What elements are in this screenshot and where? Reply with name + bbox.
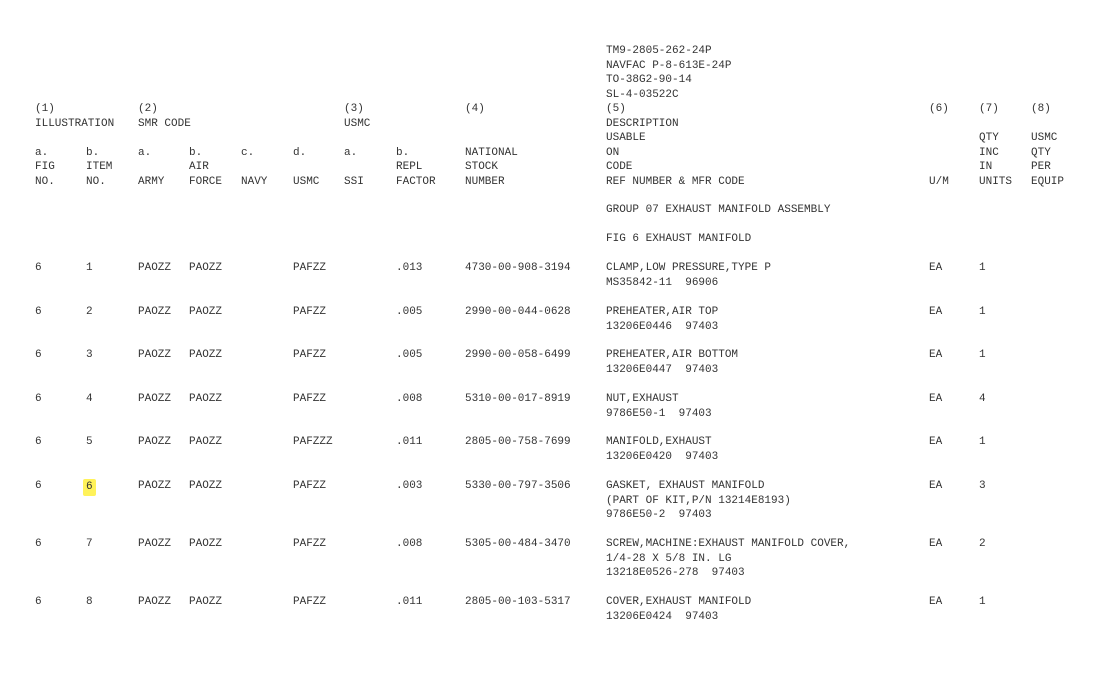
col2d-line1: d.	[293, 146, 307, 159]
col2-title: SMR CODE	[138, 117, 191, 130]
smr-usmc-cell: PAFZZ	[293, 393, 327, 405]
smr-army-cell: PAOZZ	[138, 393, 172, 405]
col7-line4: UNITS	[979, 175, 1013, 188]
qty-cell: 1	[979, 436, 986, 448]
item-number-cell: 3	[86, 349, 93, 361]
col8-line1: USMC	[1031, 132, 1058, 144]
nsn-cell: 2805-00-103-5317	[465, 596, 571, 608]
unit-of-measure-cell: EA	[929, 436, 943, 448]
col2d-line3: USMC	[293, 175, 320, 188]
col8-line2: QTY	[1031, 146, 1051, 159]
col2-number: (2)	[138, 103, 158, 115]
col7-line1: QTY	[979, 132, 999, 144]
description-cell-line: 13206E0446 97403	[606, 320, 719, 333]
col3b-line1: b.	[396, 146, 410, 159]
col5-line4: CODE	[606, 161, 633, 173]
smr-army-cell: PAOZZ	[138, 306, 172, 318]
col2b-line1: b.	[189, 146, 203, 159]
smr-army-cell: PAOZZ	[138, 436, 172, 448]
description-cell-line: 1/4-28 X 5/8 IN. LG	[606, 552, 732, 565]
col4-line2: STOCK	[465, 161, 499, 173]
item-number-cell: 2	[86, 306, 93, 318]
unit-of-measure-cell: EA	[929, 596, 943, 608]
col1a-line1: a.	[35, 146, 49, 159]
description-cell-line: (PART OF KIT,P/N 13214E8193)	[606, 494, 791, 507]
item-number-cell: 5	[86, 436, 93, 448]
qty-cell: 1	[979, 596, 986, 608]
smr-army-cell: PAOZZ	[138, 596, 172, 608]
col5-line5: REF NUMBER & MFR CODE	[606, 175, 745, 188]
doc-id-0: TM9-2805-262-24P	[606, 45, 712, 57]
smr-army-cell: PAOZZ	[138, 480, 172, 492]
col3-title: USMC	[344, 117, 371, 130]
col3a-line1: a.	[344, 146, 358, 159]
col1-title: ILLUSTRATION	[35, 117, 115, 130]
fig-number-cell: 6	[35, 436, 42, 448]
col3-number: (3)	[344, 103, 364, 115]
col1a-line3: NO.	[35, 175, 55, 188]
unit-of-measure-cell: EA	[929, 393, 943, 405]
description-cell: SCREW,MACHINE:EXHAUST MANIFOLD COVER,	[606, 538, 851, 550]
unit-of-measure-cell: EA	[929, 306, 943, 318]
repl-factor-cell: .005	[396, 349, 423, 361]
description-cell-line: 9786E50-1 97403	[606, 407, 712, 420]
nsn-cell: 2990-00-044-0628	[465, 306, 571, 318]
col1b-line2: ITEM	[86, 161, 113, 173]
figure-title: FIG 6 EXHAUST MANIFOLD	[606, 233, 752, 245]
nsn-cell: 5310-00-017-8919	[465, 393, 571, 405]
fig-number-cell: 6	[35, 306, 42, 318]
smr-usmc-cell: PAFZZ	[293, 538, 327, 550]
doc-id-2: TO-38G2-90-14	[606, 74, 692, 86]
col7-number: (7)	[979, 103, 999, 115]
repl-factor-cell: .005	[396, 306, 423, 318]
smr-airforce-cell: PAOZZ	[189, 436, 223, 448]
item-number-cell-highlighted: 6	[83, 479, 96, 496]
col2c-line1: c.	[241, 146, 255, 159]
smr-airforce-cell: PAOZZ	[189, 262, 223, 274]
col6-label: U/M	[929, 175, 949, 188]
col8-line3: PER	[1031, 161, 1051, 173]
qty-cell: 4	[979, 393, 986, 405]
doc-id-1: NAVFAC P-8-613E-24P	[606, 59, 732, 72]
col3a-line3: SSI	[344, 175, 364, 188]
fig-number-cell: 6	[35, 262, 42, 274]
unit-of-measure-cell: EA	[929, 538, 943, 550]
smr-airforce-cell: PAOZZ	[189, 306, 223, 318]
col5-number: (5)	[606, 103, 626, 115]
repl-factor-cell: .013	[396, 262, 423, 274]
smr-usmc-cell: PAFZZ	[293, 349, 327, 361]
smr-army-cell: PAOZZ	[138, 262, 172, 274]
nsn-cell: 2990-00-058-6499	[465, 349, 571, 361]
col4-number: (4)	[465, 103, 485, 115]
smr-usmc-cell: PAFZZ	[293, 596, 327, 608]
fig-number-cell: 6	[35, 349, 42, 361]
qty-cell: 1	[979, 262, 986, 274]
description-cell: PREHEATER,AIR BOTTOM	[606, 349, 739, 361]
smr-army-cell: PAOZZ	[138, 538, 172, 550]
description-cell: GASKET, EXHAUST MANIFOLD	[606, 480, 765, 492]
item-number-cell: 7	[86, 538, 93, 550]
qty-cell: 3	[979, 480, 986, 492]
nsn-cell: 5305-00-484-3470	[465, 538, 571, 550]
col3b-line2: REPL	[396, 161, 423, 173]
col2a-line3: ARMY	[138, 175, 165, 188]
smr-airforce-cell: PAOZZ	[189, 393, 223, 405]
col2b-line3: FORCE	[189, 175, 223, 188]
col1b-line3: NO.	[86, 175, 106, 188]
description-cell-line: 13218E0526-278 97403	[606, 567, 745, 579]
item-number-cell: 8	[86, 596, 93, 608]
smr-airforce-cell: PAOZZ	[189, 538, 223, 550]
col4-line1: NATIONAL	[465, 146, 518, 159]
col8-line4: EQUIP	[1031, 175, 1065, 188]
repl-factor-cell: .003	[396, 480, 423, 492]
col5-line3: ON	[606, 146, 620, 159]
smr-usmc-cell: PAFZZ	[293, 262, 327, 274]
col8-number: (8)	[1031, 103, 1051, 115]
repl-factor-cell: .011	[396, 436, 423, 448]
col2a-line1: a.	[138, 146, 152, 159]
group-title: GROUP 07 EXHAUST MANIFOLD ASSEMBLY	[606, 204, 831, 216]
doc-id-3: SL-4-03522C	[606, 88, 679, 101]
col3b-line3: FACTOR	[396, 175, 436, 188]
fig-number-cell: 6	[35, 480, 42, 492]
col2b-line2: AIR	[189, 161, 209, 173]
col1-number: (1)	[35, 103, 55, 115]
fig-number-cell: 6	[35, 538, 42, 550]
col7-line2: INC	[979, 146, 999, 159]
qty-cell: 1	[979, 349, 986, 361]
smr-usmc-cell: PAFZZ	[293, 306, 327, 318]
col1a-line2: FIG	[35, 161, 55, 173]
nsn-cell: 4730-00-908-3194	[465, 262, 571, 274]
description-cell-line: 9786E50-2 97403	[606, 509, 712, 521]
description-cell: COVER,EXHAUST MANIFOLD	[606, 596, 752, 608]
description-cell-line: 13206E0424 97403	[606, 610, 719, 623]
smr-airforce-cell: PAOZZ	[189, 349, 223, 361]
nsn-cell: 2805-00-758-7699	[465, 436, 571, 448]
unit-of-measure-cell: EA	[929, 262, 943, 274]
item-number-cell: 1	[86, 262, 93, 274]
description-cell: MANIFOLD,EXHAUST	[606, 436, 712, 448]
col7-line3: IN	[979, 161, 993, 173]
col6-number: (6)	[929, 103, 949, 115]
smr-usmc-cell: PAFZZ	[293, 480, 327, 492]
qty-cell: 2	[979, 538, 986, 550]
unit-of-measure-cell: EA	[929, 349, 943, 361]
repl-factor-cell: .011	[396, 596, 423, 608]
fig-number-cell: 6	[35, 596, 42, 608]
col2c-line3: NAVY	[241, 175, 268, 188]
unit-of-measure-cell: EA	[929, 480, 943, 492]
description-cell: PREHEATER,AIR TOP	[606, 306, 719, 318]
col5-line2: USABLE	[606, 132, 646, 144]
description-cell-line: 13206E0420 97403	[606, 450, 719, 463]
qty-cell: 1	[979, 306, 986, 318]
smr-airforce-cell: PAOZZ	[189, 596, 223, 608]
item-number-cell: 4	[86, 393, 93, 405]
smr-usmc-cell: PAFZZZ	[293, 436, 333, 448]
description-cell: NUT,EXHAUST	[606, 393, 679, 405]
col1b-line1: b.	[86, 146, 100, 159]
description-cell-line: 13206E0447 97403	[606, 363, 719, 376]
smr-army-cell: PAOZZ	[138, 349, 172, 361]
description-cell: CLAMP,LOW PRESSURE,TYPE P	[606, 262, 772, 274]
repl-factor-cell: .008	[396, 538, 423, 550]
col4-line3: NUMBER	[465, 175, 505, 188]
fig-number-cell: 6	[35, 393, 42, 405]
description-cell-line: MS35842-11 96906	[606, 276, 719, 289]
nsn-cell: 5330-00-797-3506	[465, 480, 571, 492]
smr-airforce-cell: PAOZZ	[189, 480, 223, 492]
repl-factor-cell: .008	[396, 393, 423, 405]
col5-line1: DESCRIPTION	[606, 117, 679, 130]
